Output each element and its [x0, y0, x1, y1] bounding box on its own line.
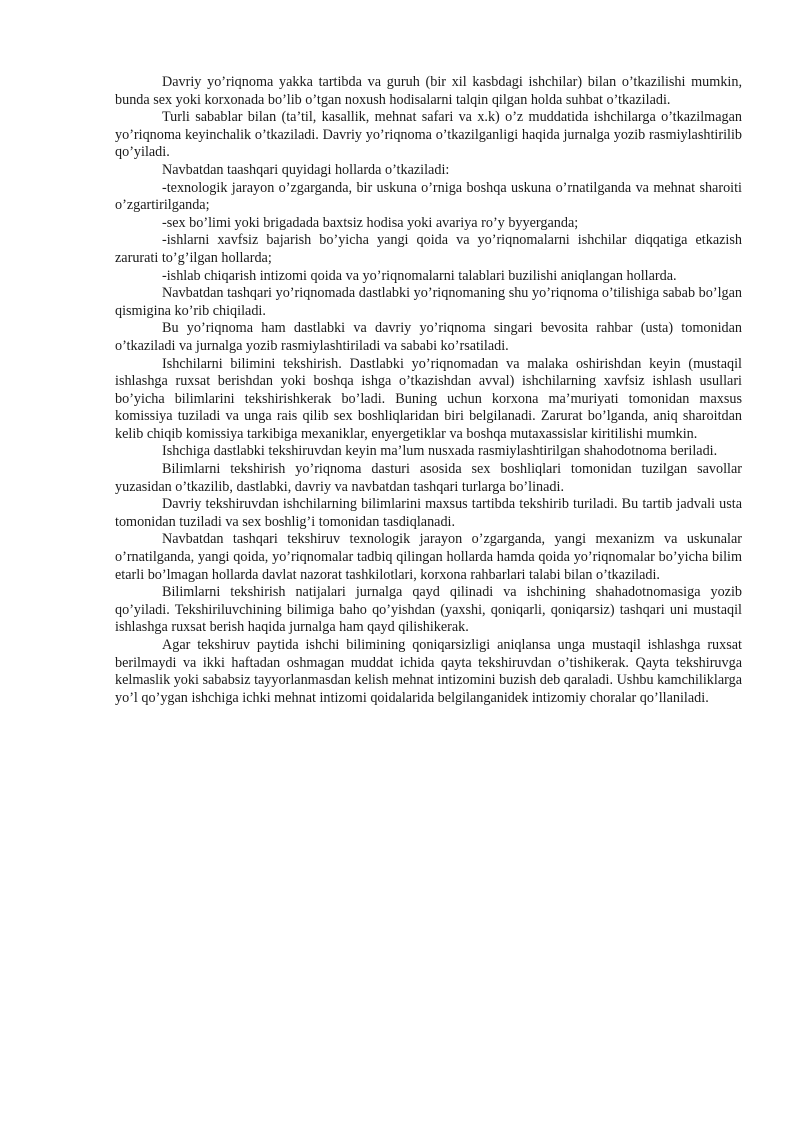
list-item-intizom-buzilishi: -ishlab chiqarish intizomi qoida va yo’riqnomalarni talablari buzilishi aniqlangan hollarda.	[162, 267, 677, 284]
paragraph-rahbar-tomonidan: Bu yo’riqnoma ham dastlabki va davriy yo’riqnoma singari bevosita rahbar (usta) tomonidan o’tkaziladi va jurnalga yozib rasmiylashtiriladi va sababi ko’rsatiladi.	[115, 320, 742, 354]
paragraph-davriy-tekshiruv: Davriy tekshiruvdan ishchilarning bilimlarini maxsus tartibda tekshirib turiladi. Bu tartib jadvali usta tomonidan tuziladi va sex boshlig’i tomonidan tasdiqlanadi.	[115, 496, 742, 530]
list-item-yangi-qoida: -ishlarni xavfsiz bajarish bo’yicha yangi qoida va yo’riqnomalarni ishchilar diqqatiga etkazish zarurati to’g’ilgan hollarda;	[115, 232, 742, 266]
list-item-texnologik-jarayon: -texnologik jarayon o’zgarganda, bir uskuna o’rniga boshqa uskuna o’rnatilganda va mehnat sharoiti o’zgartirilganda;	[115, 179, 742, 214]
document-page	[115, 74, 742, 707]
paragraph-turli-sabablar: Turli sabablar bilan (ta’til, kasallik, mehnat safari va x.k) o’z muddatida ishchilarga o’tkazilmagan yo’riqnoma keyinchalik o’tkaziladi. Davriy yo’riqnoma o’tkazilganligi haqida jurnalga yozib rasmiylashtirilib qo’yiladi.	[115, 109, 742, 161]
list-item-baxtsiz-hodisa: -sex bo’limi yoki brigadada baxtsiz hodisa yoki avariya ro’y byyerganda;	[162, 214, 579, 231]
paragraph-navbatdan-tashqari-intro: Navbatdan taashqari quyidagi hollarda o’tkaziladi:	[162, 161, 450, 178]
paragraph-navbatdan-tashqari-qism: Navbatdan tashqari yo’riqnomada dastlabki yo’riqnomaning shu yo’riqnoma o’tilishiga sabab bo’lgan qismigina ko’rib chiqiladi.	[115, 285, 742, 319]
paragraph-dastur-asosida: Bilimlarni tekshirish yo’riqnoma dasturi asosida sex boshliqlari tomonidan tuzilgan savollar yuzasidan o’tkazilib, dastlabki, davriy va navbatdan tashqari turlarga bo’linadi.	[115, 461, 742, 495]
paragraph-navbatdan-tashqari-tekshiruv: Navbatdan tashqari tekshiruv texnologik jarayon o’zgarganda, yangi mexanizm va uskunalar o’rnatilganda, yangi qoida, yo’riqnomalar tadbiq qilingan hollarda hamda qoida yo’riqnomalar bo’yicha bilim etarli bo’lmagan hollarda davlat nazorat tashkilotlari, korxona rahbarlari talabi bilan o’tkaziladi.	[115, 531, 742, 583]
paragraph-davriy-yoriqnoma: Davriy yo’riqnoma yakka tartibda va guruh (bir xil kasbdagi ishchilar) bilan o’tkazilishi mumkin, bunda sex yoki korxonada bo’lib o’tgan noxush hodisalarni talqin qilgan holda suhbat o’tkaziladi.	[115, 74, 742, 108]
paragraph-bilimni-tekshirish: Ishchilarni bilimini tekshirish. Dastlabki yo’riqnomadan va malaka oshirishdan keyin (mustaqil ishlashga ruxsat berishdan yoki boshqa ishga o’tkazishdan avval) ishchilarning xavfsiz ishlash usullari bo’yicha bilimlarini tekshirishkerak bo’ladi. Buning uchun korxona ma’muriyati tomonidan maxsus komissiya tuziladi va unga rais qilib sex boshliqlaridan biri belgilanadi. Zarurat bo’lganda, aniq sharoitdan kelib chiqib komissiya tarkibiga mexaniklar, enyergetiklar va boshqa mutaxassislar kiritilishi mumkin.	[115, 355, 742, 442]
paragraph-qoniqarsiz-bilim: Agar tekshiruv paytida ishchi bilimining qoniqarsizligi aniqlansa unga mustaqil ishlashga ruxsat berilmaydi va ikki haftadan oshmagan muddat ichida qayta tekshiruvdan o’tishikerak. Qayta tekshiruvga kelmaslik yoki sababsiz tayyorlanmasdan kelish mehnat intizomini buzish deb qaraladi. Ushbu kamchiliklarga yo’l qo’ygan ishchiga ichki mehnat intizomi qoidalarida belgilanganidek intizomiy choralar qo’llaniladi.	[115, 637, 742, 706]
paragraph-shahodotnoma: Ishchiga dastlabki tekshiruvdan keyin ma’lum nusxada rasmiylashtirilgan shahodotnoma beriladi.	[162, 443, 718, 460]
paragraph-natijalar-jurnalga: Bilimlarni tekshirish natijalari jurnalga qayd qilinadi va ishchining shahadotnomasiga yozib qo’yiladi. Tekshiriluvchining bilimiga baho qo’yishdan (yaxshi, qoniqarli, qoniqarsiz) tashqari uni mustaqil ishlashga ruxsat berish haqida jurnalga ham qayd qilishikerak.	[115, 584, 742, 636]
